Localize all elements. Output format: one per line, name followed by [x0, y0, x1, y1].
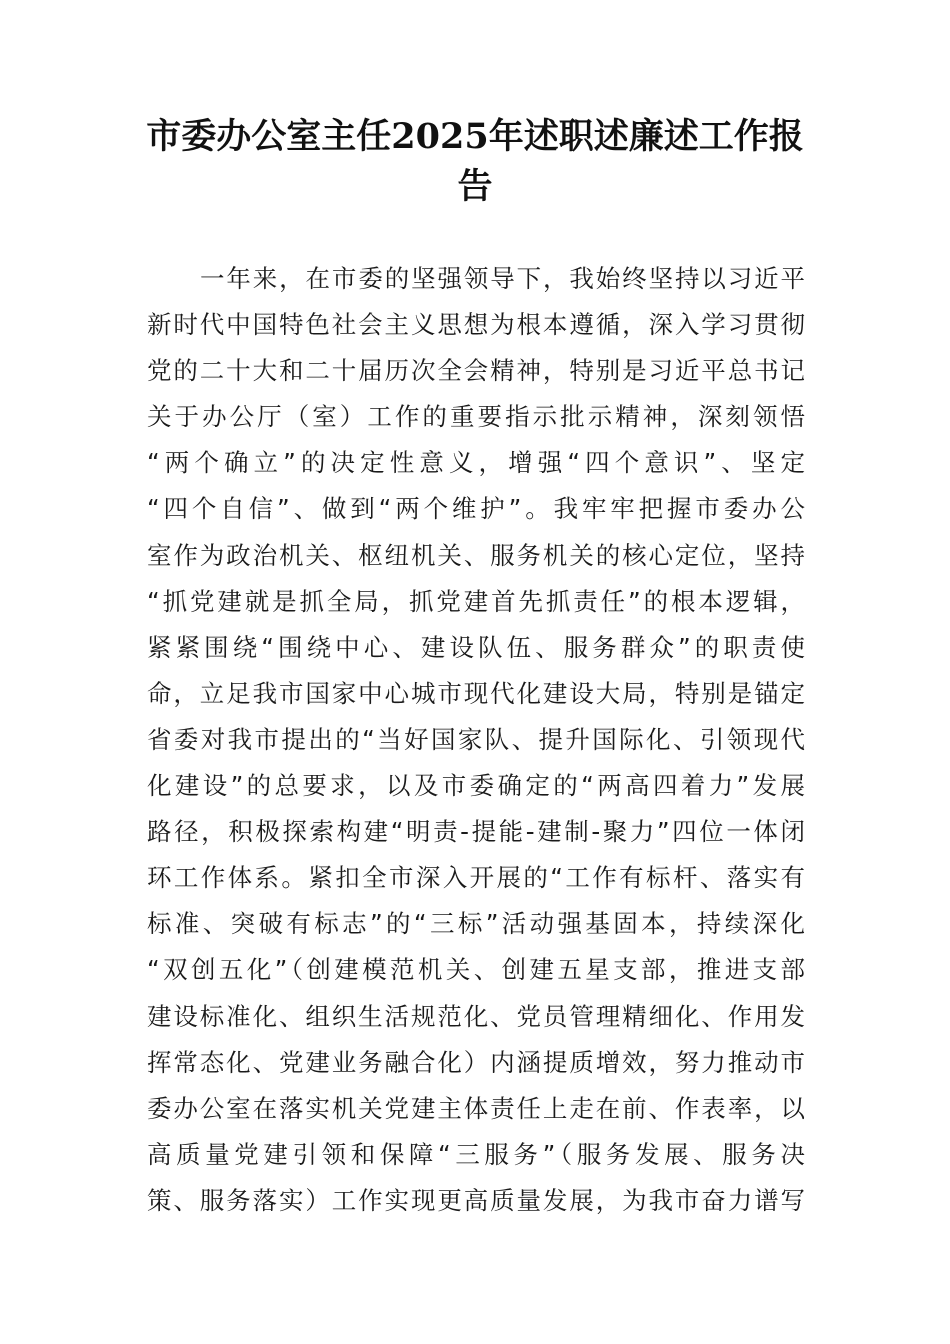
body-paragraph — [147, 256, 805, 1224]
paragraph-line: 委办公室在落实机关党建主体责任上走在前、作表率，以 — [147, 1093, 805, 1123]
document-title — [140, 112, 810, 212]
paragraph-line: 路径，积极探索构建“明责-提能-建制-聚力”四位一体闭 — [147, 817, 805, 847]
paragraph-line: 建设标准化、组织生活规范化、党员管理精细化、作用发 — [147, 1001, 805, 1031]
paragraph-line: 标准、突破有标志”的“三标”活动强基固本，持续深化 — [147, 909, 805, 939]
paragraph-line: “两个确立”的决定性意义，增强“四个意识”、坚定 — [147, 448, 805, 478]
paragraph-line: 关于办公厅（室）工作的重要指示批示精神，深刻领悟 — [147, 402, 805, 432]
paragraph-line: 省委对我市提出的“当好国家队、提升国际化、引领现代 — [147, 724, 805, 754]
paragraph-line: 化建设”的总要求，以及市委确定的“两高四着力”发展 — [147, 771, 805, 801]
paragraph-line: 策、服务落实）工作实现更高质量发展，为我市奋力谱写 — [147, 1185, 805, 1215]
title-line-2: 告 — [457, 166, 493, 207]
paragraph-line: 命，立足我市国家中心城市现代化建设大局，特别是锚定 — [147, 678, 805, 708]
paragraph-line: 紧紧围绕“围绕中心、建设队伍、服务群众”的职责使 — [147, 632, 805, 662]
paragraph-line: 室作为政治机关、枢纽机关、服务机关的核心定位，坚持 — [147, 540, 805, 570]
paragraph-line: “双创五化”（创建模范机关、创建五星支部，推进支部 — [147, 955, 805, 985]
paragraph-line: 高质量党建引领和保障“三服务”（服务发展、服务决 — [147, 1139, 805, 1169]
paragraph-line: 挥常态化、党建业务融合化）内涵提质增效，努力推动市 — [147, 1047, 805, 1077]
paragraph-line: 环工作体系。紧扣全市深入开展的“工作有标杆、落实有 — [147, 863, 805, 893]
paragraph-line: 新时代中国特色社会主义思想为根本遵循，深入学习贯彻 — [147, 310, 805, 340]
title-line-1: 市委办公室主任2025年述职述廉述工作报 — [146, 116, 804, 157]
paragraph-line: 党的二十大和二十届历次全会精神，特别是习近平总书记 — [147, 356, 805, 386]
paragraph-line: “抓党建就是抓全局，抓党建首先抓责任”的根本逻辑， — [147, 586, 805, 616]
paragraph-line: 一年来，在市委的坚强领导下，我始终坚持以习近平 — [200, 264, 805, 293]
paragraph-line: “四个自信”、做到“两个维护”。我牢牢把握市委办公 — [147, 494, 805, 524]
